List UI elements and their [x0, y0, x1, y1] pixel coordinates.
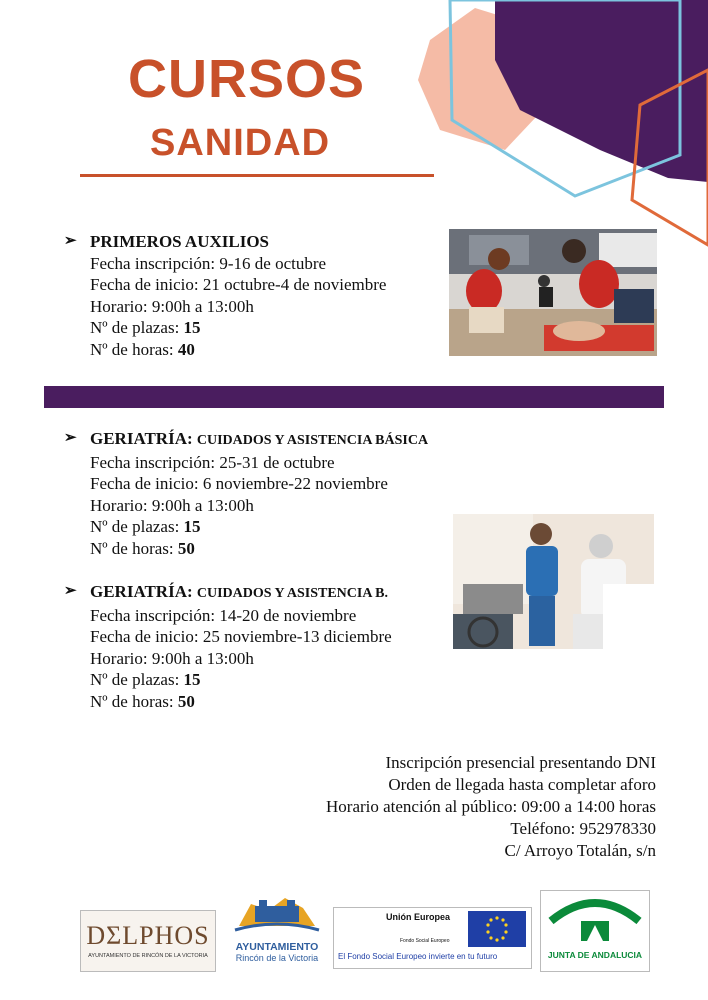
hours-value: 50	[177, 538, 195, 558]
ayuntamiento-town: Rincón de la Victoria	[235, 953, 319, 963]
inscription-date: 9-16 de octubre	[219, 253, 327, 273]
course-name: GERIATRÍA:	[90, 429, 193, 448]
union-europea-logo	[333, 907, 532, 969]
first-aid-photo	[449, 229, 657, 356]
start-line: Fecha de inicio: 6 noviembre-22 noviembre	[90, 474, 388, 493]
junta-andalucia-logo	[540, 890, 650, 972]
inscription-line: Fecha inscripción: 25-31 de octubre	[90, 452, 335, 472]
page-subtitle: SANIDAD	[150, 122, 331, 164]
places-line: Nº de plazas: 15	[90, 517, 201, 536]
course-primeros-auxilios	[64, 231, 387, 360]
geriatric-care-photo	[453, 514, 654, 649]
ue-title: Unión Europea	[386, 912, 451, 922]
places-line: Nº de plazas: 15	[90, 670, 201, 689]
schedule-line: Horario: 9:00h a 13:00h	[90, 495, 254, 515]
course-geriatria-1	[64, 428, 429, 559]
inscription-line: Fecha inscripción: 9-16 de octubre	[90, 253, 327, 273]
schedule-value: 9:00h a 13:00h	[151, 495, 254, 515]
decorative-hexagons	[0, 0, 708, 260]
eu-flag-icon	[468, 911, 526, 947]
hours-value: 50	[177, 691, 195, 711]
places-line: Nº de plazas: 15	[90, 318, 201, 337]
places-value: 15	[183, 670, 201, 689]
places-value: 15	[183, 517, 201, 536]
bullet-arrow-icon: ➢	[64, 430, 77, 446]
inscription-date: 25-31 de octubre	[219, 452, 335, 472]
hours-line: Nº de horas: 50	[90, 538, 195, 558]
schedule-line: Horario: 9:00h a 13:00h	[90, 296, 254, 316]
inscription-line: Fecha inscripción: 14-20 de noviembre	[90, 605, 357, 625]
hours-line: Nº de horas: 40	[90, 339, 195, 359]
junta-emblem-icon	[541, 891, 649, 945]
hours-line: Nº de horas: 50	[90, 691, 195, 711]
page-title: CURSOS	[128, 49, 366, 109]
delphos-name: DΣLPHOS	[86, 921, 210, 950]
course-name: PRIMEROS AUXILIOS	[90, 232, 270, 251]
ayuntamiento-name: AYUNTAMIENTO	[235, 941, 319, 953]
bullet-arrow-icon: ➢	[64, 583, 77, 599]
info-line-dni: Inscripción presencial presentando DNI	[385, 753, 656, 772]
ayuntamiento-logo	[229, 890, 325, 970]
course-name-suffix: CUIDADOS Y ASISTENCIA BÁSICA	[196, 433, 429, 448]
section-divider-bar	[44, 386, 664, 408]
bullet-arrow-icon: ➢	[64, 233, 77, 249]
hours-value: 40	[177, 339, 195, 359]
purple-hexagon	[495, 0, 708, 182]
course-name-suffix: CUIDADOS Y ASISTENCIA B.	[196, 586, 389, 601]
info-line-order: Orden de llegada hasta completar aforo	[388, 775, 656, 794]
schedule-value: 9:00h a 13:00h	[151, 648, 254, 668]
registration-info	[326, 752, 656, 862]
junta-name: JUNTA DE ANDALUCIA	[547, 950, 643, 960]
info-line-hours: Horario atención al público: 09:00 a 14:00 horas	[326, 797, 656, 816]
schedule-value: 9:00h a 13:00h	[151, 296, 254, 316]
start-line: Fecha de inicio: 21 octubre-4 de noviembre	[90, 275, 387, 294]
start-date: 6 noviembre-22 noviembre	[202, 474, 388, 493]
start-date: 25 noviembre-13 diciembre	[202, 627, 392, 646]
schedule-line: Horario: 9:00h a 13:00h	[90, 648, 254, 668]
ue-motto: El Fondo Social Europeo invierte en tu futuro	[338, 952, 498, 961]
start-date: 21 octubre-4 de noviembre	[202, 275, 387, 294]
start-line: Fecha de inicio: 25 noviembre-13 diciembre	[90, 627, 392, 646]
info-line-address: C/ Arroyo Totalán, s/n	[504, 841, 656, 860]
title-underline	[80, 174, 434, 177]
course-name: GERIATRÍA:	[90, 582, 193, 601]
places-value: 15	[183, 318, 201, 337]
course-geriatria-2	[64, 581, 392, 712]
delphos-subtitle: AYUNTAMIENTO DE RINCÓN DE LA VICTORIA	[88, 953, 208, 959]
info-line-phone: Teléfono: 952978330	[510, 819, 656, 838]
castle-icon	[229, 890, 325, 936]
inscription-date: 14-20 de noviembre	[219, 605, 357, 625]
ue-fund: Fondo Social Europeo	[400, 938, 450, 944]
delphos-logo	[80, 910, 216, 972]
